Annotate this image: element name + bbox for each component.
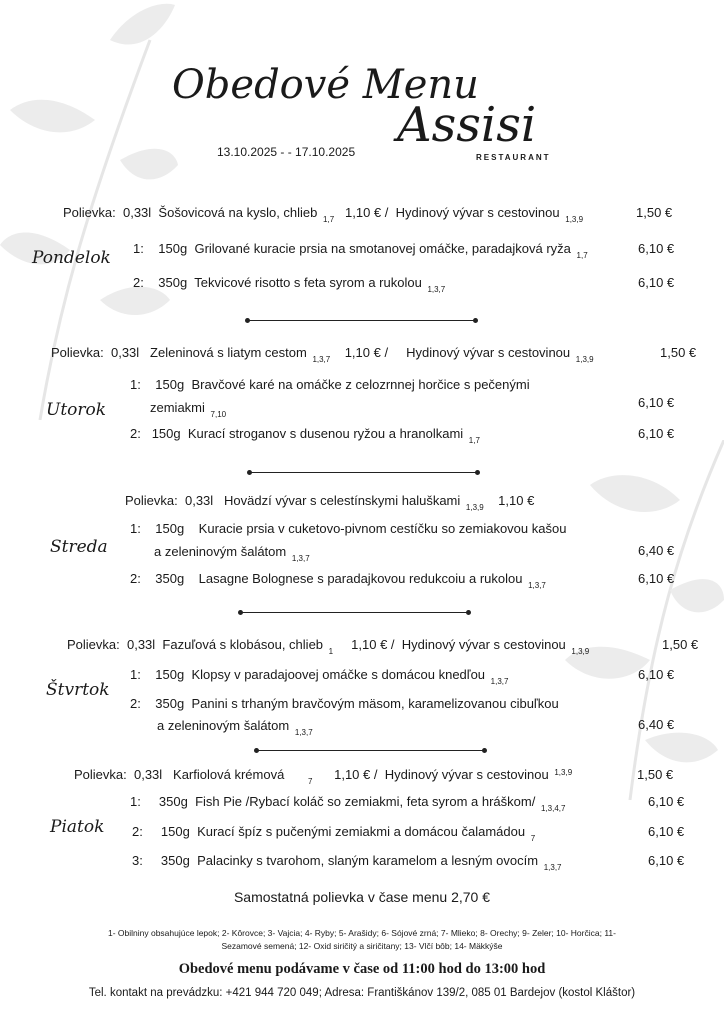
menu-item-continued [150, 400, 227, 419]
soup-volume: 0,33l [122, 205, 152, 220]
item-name: Grilované kuracie prsia na smotanovej omáčke, paradajková ryža [194, 241, 571, 256]
soup-price: 1,10 € / [334, 767, 378, 782]
menu-item [130, 667, 509, 686]
soup-volume: 0,33l [110, 345, 140, 360]
section-divider [256, 750, 485, 751]
soup-allergens: 1,3,7 [312, 355, 331, 364]
soup-name: Zeleninová s liatym cestom [150, 345, 307, 360]
section-divider [240, 612, 469, 613]
item-allergens: 1,3,7 [427, 285, 446, 294]
item-allergens: 1,3,7 [528, 581, 546, 590]
item-weight: 350g [155, 696, 185, 711]
item-number: 2: [133, 275, 144, 290]
item-number: 1: [133, 241, 144, 256]
item-number: 3: [132, 853, 143, 868]
menu-item [130, 377, 530, 392]
brand-subtitle: RESTAURANT [476, 153, 551, 162]
item-allergens: 1,3,7 [291, 554, 310, 563]
alt-soup-allergens: 1,3,9 [575, 355, 594, 364]
soup-line [67, 637, 590, 656]
soup-name: Hovädzí vývar s celestínskymi haluškami [224, 493, 461, 508]
brand-logo: Assisi [397, 97, 537, 153]
soup-volume: 0,33l [133, 767, 163, 782]
item-name-line2: zemiakmi [150, 400, 205, 415]
allergen-legend-line2: Sezamové semená; 12- Oxid siričitý a siričitany; 13- Vlčí bôb; 14- Mäkkýše [221, 941, 503, 951]
day-name: Utorok [46, 400, 107, 420]
item-allergens: 1,7 [576, 251, 588, 260]
soup-line [74, 767, 573, 786]
item-name: Palacinky s tvarohom, slaným karamelom a lesným ovocím [197, 853, 539, 868]
item-allergens: 1,3,7 [490, 677, 509, 686]
item-name: Panini s trhaným bravčovým mäsom, karamelizovanou cibuľkou [191, 696, 559, 711]
leaf-decoration-right [530, 440, 724, 800]
menu-item [130, 571, 546, 590]
section-divider [247, 320, 476, 321]
item-allergens: 7,10 [210, 410, 227, 419]
item-number: 2: [130, 571, 141, 586]
soup-volume: 0,33l [184, 493, 214, 508]
item-name: Bravčové karé na omáčke z celozrnnej horčice s pečenými [191, 377, 530, 392]
item-weight: 150g [151, 426, 181, 441]
alt-soup-name: Hydinový vývar s cestovinou [395, 205, 560, 220]
soup-price: 1,10 € / [345, 205, 389, 220]
item-weight: 350g [158, 794, 188, 809]
item-price: 6,10 € [638, 241, 675, 256]
menu-item [130, 794, 566, 813]
soup-name: Šošovicová na kyslo, chlieb [158, 205, 318, 220]
item-weight: 150g [155, 521, 185, 536]
item-name: Fish Pie /Rybací koláč so zemiakmi, feta syrom a hráškom/ [195, 794, 536, 809]
item-price: 6,10 € [638, 667, 675, 682]
item-price: 6,40 € [638, 543, 675, 558]
soup-line [51, 345, 594, 364]
soup-line [125, 493, 535, 512]
soup-price: 1,10 € / [351, 637, 395, 652]
soup-label: Polievka: [51, 345, 104, 360]
item-number: 2: [132, 824, 143, 839]
menu-item [130, 696, 559, 711]
soup-volume: 0,33l [126, 637, 156, 652]
item-price: 6,10 € [638, 395, 675, 410]
soup-allergens: 1,7 [323, 215, 335, 224]
soup-price: 1,10 € / [344, 345, 389, 360]
section-divider [249, 472, 478, 473]
separate-soup-note: Samostatná polievka v čase menu 2,70 € [233, 889, 491, 905]
menu-item [132, 824, 536, 843]
item-price: 6,10 € [648, 794, 685, 809]
alt-soup-name: Hydinový vývar s cestovinou [401, 637, 566, 652]
item-allergens: 1,3,4,7 [540, 804, 566, 813]
day-name: Piatok [50, 817, 105, 837]
item-weight: 350g [158, 275, 188, 290]
menu-item-continued [157, 718, 313, 737]
menu-item [130, 521, 566, 536]
item-weight: 150g [155, 377, 185, 392]
item-name: Kurací špíz s pučenými zemiakmi a domácou čalamádou [197, 824, 526, 839]
item-number: 1: [130, 667, 141, 682]
item-name: Tekvicové risotto s feta syrom a rukolou [194, 275, 422, 290]
item-name-line2: a zeleninovým šalátom [154, 544, 287, 559]
soup-name: Fazuľová s klobásou, chlieb [162, 637, 324, 652]
item-price: 6,10 € [638, 275, 675, 290]
soup-label: Polievka: [67, 637, 120, 652]
item-allergens: 1,7 [468, 436, 480, 445]
alt-soup-name: Hydinový vývar s cestovinou [406, 345, 571, 360]
soup-label: Polievka: [74, 767, 127, 782]
day-name: Streda [50, 537, 108, 557]
menu-item-continued [154, 544, 310, 563]
menu-item [133, 241, 588, 260]
item-weight: 150g [155, 667, 185, 682]
menu-dates: 13.10.2025 - - 17.10.2025 [217, 145, 356, 159]
item-number: 2: [130, 696, 141, 711]
alt-soup-price: 1,50 € [636, 205, 673, 220]
item-weight: 150g [160, 824, 190, 839]
alt-soup-price: 1,50 € [660, 345, 697, 360]
item-name-line2: a zeleninovým šalátom [157, 718, 290, 733]
item-allergens: 7 [530, 834, 536, 843]
alt-soup-allergens: 1,3,9 [554, 768, 573, 777]
alt-soup-allergens: 1,3,9 [571, 647, 590, 656]
allergen-legend-line1: 1- Obilniny obsahujúce lepok; 2- Kôrovce; 3- Vajcia; 4- Ryby; 5- Arašidy; 6- Sójové zrná; 7- Mlieko; 8- Orechy; 9- Zeler; 10- Horčica; 11- [107, 928, 616, 938]
item-price: 6,40 € [638, 717, 675, 732]
menu-item [133, 275, 446, 294]
item-weight: 150g [158, 241, 188, 256]
soup-price: 1,10 € [498, 493, 535, 508]
item-price: 6,10 € [638, 571, 675, 586]
soup-label: Polievka: [125, 493, 178, 508]
item-price: 6,10 € [648, 824, 685, 839]
serving-time: Obedové menu podávame v čase od 11:00 hod do 13:00 hod [178, 961, 546, 977]
item-name: Lasagne Bolognese s paradajkovou redukcoiu a rukolou [198, 571, 523, 586]
day-name: Štvrtok [46, 680, 110, 700]
alt-soup-name: Hydinový vývar s cestovinou [384, 767, 549, 782]
alt-soup-allergens: 1,3,9 [565, 215, 584, 224]
menu-item [132, 853, 562, 872]
day-name: Pondelok [32, 248, 111, 268]
item-weight: 350g [160, 853, 190, 868]
soup-name: Karfiolová krémová [173, 767, 285, 782]
soup-label: Polievka: [63, 205, 116, 220]
alt-soup-price: 1,50 € [662, 637, 699, 652]
item-allergens: 1,3,7 [543, 863, 562, 872]
alt-soup-price: 1,50 € [637, 767, 674, 782]
soup-allergens: 1,3,9 [465, 503, 484, 512]
item-number: 2: [130, 426, 141, 441]
item-price: 6,10 € [638, 426, 675, 441]
item-weight: 350g [155, 571, 185, 586]
item-number: 1: [130, 377, 141, 392]
item-allergens: 1,3,7 [294, 728, 313, 737]
item-number: 1: [130, 521, 141, 536]
soup-line [63, 205, 584, 224]
menu-title: Obedové Menu [172, 62, 479, 108]
contact-info: Tel. kontakt na prevádzku: +421 944 720 049; Adresa: Františkánov 139/2, 085 01 Bardejov (kostol Kláštor) [88, 987, 636, 999]
item-name: Kuracie prsia v cuketovo-pivnom cestíčku so zemiakovou kašou [198, 521, 567, 536]
item-name: Kurací stroganov s dusenou ryžou a hranolkami [187, 426, 464, 441]
menu-item [130, 426, 480, 445]
item-name: Klopsy v paradajoovej omáčke s domácou knedľou [191, 667, 486, 682]
item-price: 6,10 € [648, 853, 685, 868]
soup-allergens: 7 [307, 777, 313, 786]
item-number: 1: [130, 794, 141, 809]
soup-allergens: 1 [328, 647, 334, 656]
